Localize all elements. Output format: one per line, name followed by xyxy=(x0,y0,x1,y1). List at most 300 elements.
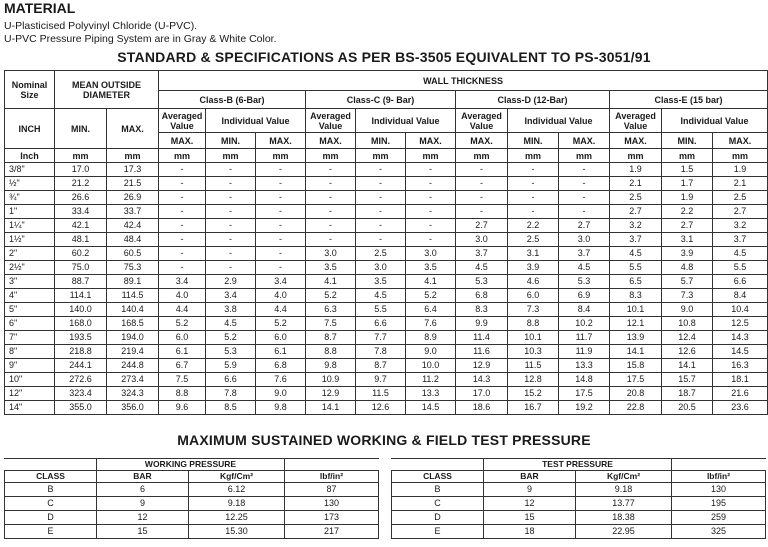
table-cell: 60.2 xyxy=(55,247,107,261)
table-cell: - xyxy=(406,205,456,219)
test-pressure-title: TEST PRESSURE xyxy=(484,459,672,471)
table-cell: 14.5 xyxy=(713,345,768,359)
table-cell: 12.9 xyxy=(306,387,356,401)
table-cell: - xyxy=(456,177,508,191)
table-cell: 4.0 xyxy=(159,289,206,303)
table-cell: 4.5 xyxy=(206,317,256,331)
table-cell: 13.9 xyxy=(610,331,662,345)
table-cell: - xyxy=(206,163,256,177)
table-cell: 1" xyxy=(5,205,55,219)
table-cell: 9.18 xyxy=(576,483,672,497)
table-cell: 2.1 xyxy=(610,177,662,191)
table-cell: 9.9 xyxy=(456,317,508,331)
table-cell: 21.6 xyxy=(713,387,768,401)
table-row xyxy=(5,317,768,331)
table-cell: 2.5 xyxy=(508,233,559,247)
table-cell: 13.77 xyxy=(576,497,672,511)
table-cell: - xyxy=(456,191,508,205)
header-max: MAX. xyxy=(559,133,610,149)
table-cell: 5.3 xyxy=(206,345,256,359)
table-cell: ¾" xyxy=(5,191,55,205)
unit-mm: mm xyxy=(256,149,306,163)
table-cell: 4.5 xyxy=(559,261,610,275)
table-cell: 4.5 xyxy=(610,247,662,261)
table-cell: - xyxy=(159,205,206,219)
table-cell: 5.5 xyxy=(610,261,662,275)
table-cell: 7.3 xyxy=(508,303,559,317)
col-class: CLASS xyxy=(392,471,484,483)
table-cell: 5.3 xyxy=(456,275,508,289)
table-cell: - xyxy=(159,247,206,261)
table-cell: - xyxy=(159,233,206,247)
unit-mm: mm xyxy=(508,149,559,163)
table-cell: 15.8 xyxy=(610,359,662,373)
col-bar: BAR xyxy=(484,471,576,483)
table-cell: 15 xyxy=(97,525,189,539)
table-cell: 11.4 xyxy=(456,331,508,345)
table-cell: 18 xyxy=(484,525,576,539)
table-cell: 5.7 xyxy=(662,275,713,289)
table-cell: 8.7 xyxy=(356,359,406,373)
col-lbf: lbf/in² xyxy=(285,471,379,483)
unit-mm: mm xyxy=(107,149,159,163)
unit-mm: mm xyxy=(610,149,662,163)
table-cell: 3.5 xyxy=(406,261,456,275)
col-kgf: Kgf/Cm² xyxy=(189,471,285,483)
table-cell: 8.7 xyxy=(306,331,356,345)
table-cell: 3.7 xyxy=(559,247,610,261)
table-cell: - xyxy=(306,177,356,191)
table-cell: - xyxy=(256,177,306,191)
table-cell: 21.2 xyxy=(55,177,107,191)
table-cell: 4" xyxy=(5,289,55,303)
table-cell: - xyxy=(159,261,206,275)
table-cell: 3.0 xyxy=(306,247,356,261)
table-cell: 4.5 xyxy=(713,247,768,261)
table-cell: 17.5 xyxy=(559,387,610,401)
table-cell: 10.0 xyxy=(406,359,456,373)
header-od-min: MIN. xyxy=(55,109,107,149)
material-description xyxy=(4,20,277,46)
table-cell: - xyxy=(559,191,610,205)
working-pressure-title: WORKING PRESSURE xyxy=(97,459,285,471)
table-cell: 1.9 xyxy=(713,163,768,177)
header-averaged-value: Averaged Value xyxy=(159,109,206,133)
table-cell: 6.4 xyxy=(406,303,456,317)
header-class-c: Class-C (9- Bar) xyxy=(306,91,456,109)
table-cell: 7.6 xyxy=(406,317,456,331)
table-cell: 219.4 xyxy=(107,345,159,359)
table-cell: 6 xyxy=(97,483,189,497)
header-individual-value: Individual Value xyxy=(206,109,306,133)
table-cell: 8.5 xyxy=(206,401,256,415)
table-cell: 8.3 xyxy=(610,289,662,303)
header-mean-od: MEAN OUTSIDE DIAMETER xyxy=(55,71,159,109)
table-cell: 88.7 xyxy=(55,275,107,289)
header-class-d: Class-D (12-Bar) xyxy=(456,91,610,109)
table-cell: 3.4 xyxy=(159,275,206,289)
header-od-max: MAX. xyxy=(107,109,159,149)
table-row xyxy=(5,511,379,525)
table-cell: - xyxy=(356,191,406,205)
table-cell: 9.18 xyxy=(189,497,285,511)
table-cell: 3.1 xyxy=(508,247,559,261)
working-pressure-body xyxy=(5,483,379,539)
table-cell: E xyxy=(5,525,97,539)
table-cell: 140.0 xyxy=(55,303,107,317)
table-cell: 12.8 xyxy=(508,373,559,387)
table-cell: - xyxy=(159,219,206,233)
header-individual-value: Individual Value xyxy=(508,109,610,133)
table-cell: 48.1 xyxy=(55,233,107,247)
table-cell: 7.7 xyxy=(356,331,406,345)
unit-mm: mm xyxy=(406,149,456,163)
table-cell: 6.5 xyxy=(610,275,662,289)
table-cell: - xyxy=(306,233,356,247)
table-cell: 10.4 xyxy=(713,303,768,317)
table-cell: 18.1 xyxy=(713,373,768,387)
table-cell: 7.5 xyxy=(159,373,206,387)
table-cell: 15.2 xyxy=(508,387,559,401)
table-cell: - xyxy=(206,219,256,233)
table-cell: - xyxy=(356,219,406,233)
table-cell: 10" xyxy=(5,373,55,387)
table-cell: - xyxy=(256,191,306,205)
table-cell: 87 xyxy=(285,483,379,497)
unit-mm: mm xyxy=(306,149,356,163)
table-row xyxy=(5,303,768,317)
header-class-e: Class-E (15 bar) xyxy=(610,91,768,109)
table-cell: D xyxy=(5,511,97,525)
table-cell: 6.3 xyxy=(306,303,356,317)
table-cell: - xyxy=(306,163,356,177)
table-cell: 8.8 xyxy=(306,345,356,359)
table-row xyxy=(392,483,766,497)
table-cell: 2.1 xyxy=(713,177,768,191)
table-cell: 2.2 xyxy=(508,219,559,233)
table-cell: 3/8" xyxy=(5,163,55,177)
table-cell: 11.7 xyxy=(559,331,610,345)
table-cell: 6.6 xyxy=(713,275,768,289)
table-cell: 12.6 xyxy=(356,401,406,415)
table-cell: 33.4 xyxy=(55,205,107,219)
table-cell: 15 xyxy=(484,511,576,525)
table-row xyxy=(5,247,768,261)
table-cell: 10.8 xyxy=(662,317,713,331)
table-cell: 22.8 xyxy=(610,401,662,415)
table-cell: 14.1 xyxy=(662,359,713,373)
table-row xyxy=(5,483,379,497)
spec-title: STANDARD & SPECIFICATIONS AS PER BS-3505 EQUIVALENT TO PS-3051/91 xyxy=(117,49,651,65)
header-max: MAX. xyxy=(306,133,356,149)
table-cell: 89.1 xyxy=(107,275,159,289)
header-min: MIN. xyxy=(508,133,559,149)
header-nominal-size: Nominal Size xyxy=(5,71,55,109)
table-cell: 9.0 xyxy=(662,303,713,317)
table-cell: B xyxy=(5,483,97,497)
header-max: MAX. xyxy=(406,133,456,149)
table-cell: 218.8 xyxy=(55,345,107,359)
table-cell: B xyxy=(392,483,484,497)
col-bar: BAR xyxy=(97,471,189,483)
header-max: MAX. xyxy=(159,133,206,149)
table-cell: 2" xyxy=(5,247,55,261)
table-cell: 10.3 xyxy=(508,345,559,359)
table-cell: - xyxy=(206,205,256,219)
table-cell: E xyxy=(392,525,484,539)
table-row xyxy=(5,233,768,247)
table-cell: - xyxy=(206,247,256,261)
table-cell: 8" xyxy=(5,345,55,359)
table-row xyxy=(5,275,768,289)
table-cell: 6.1 xyxy=(256,345,306,359)
table-cell: 5.2 xyxy=(206,331,256,345)
table-row xyxy=(5,205,768,219)
table-cell: - xyxy=(406,233,456,247)
table-cell: 14.3 xyxy=(713,331,768,345)
table-cell: 14.8 xyxy=(559,373,610,387)
table-cell: 12.9 xyxy=(456,359,508,373)
table-cell: 18.6 xyxy=(456,401,508,415)
col-class: CLASS xyxy=(5,471,97,483)
table-cell: 1.5 xyxy=(662,163,713,177)
table-cell: - xyxy=(456,163,508,177)
table-cell: - xyxy=(356,177,406,191)
table-cell: 173 xyxy=(285,511,379,525)
table-cell: 2½" xyxy=(5,261,55,275)
table-cell: 6.7 xyxy=(159,359,206,373)
unit-mm: mm xyxy=(713,149,768,163)
table-cell: - xyxy=(356,163,406,177)
table-row xyxy=(5,331,768,345)
table-cell: 323.4 xyxy=(55,387,107,401)
table-cell: C xyxy=(392,497,484,511)
table-cell: 3.8 xyxy=(206,303,256,317)
table-cell: 273.4 xyxy=(107,373,159,387)
table-cell: 9.6 xyxy=(159,401,206,415)
table-cell: 195 xyxy=(672,497,766,511)
table-cell: 10.9 xyxy=(306,373,356,387)
unit-mm: mm xyxy=(55,149,107,163)
table-cell: 5" xyxy=(5,303,55,317)
table-cell: 75.0 xyxy=(55,261,107,275)
table-cell: 4.4 xyxy=(256,303,306,317)
table-cell: 3.2 xyxy=(713,219,768,233)
table-cell: 2.7 xyxy=(559,219,610,233)
table-cell: 19.2 xyxy=(559,401,610,415)
table-row xyxy=(5,163,768,177)
header-inch: INCH xyxy=(5,109,55,149)
table-cell: 5.5 xyxy=(713,261,768,275)
table-cell: 8.8 xyxy=(159,387,206,401)
table-cell: 6.8 xyxy=(456,289,508,303)
table-cell: 3.7 xyxy=(610,233,662,247)
table-cell: 9.8 xyxy=(256,401,306,415)
table-cell: C xyxy=(5,497,97,511)
table-cell: 272.6 xyxy=(55,373,107,387)
table-cell: - xyxy=(559,205,610,219)
table-cell: - xyxy=(206,191,256,205)
table-cell: 3.4 xyxy=(206,289,256,303)
header-max: MAX. xyxy=(256,133,306,149)
table-cell: 17.5 xyxy=(610,373,662,387)
col-kgf: Kgf/Cm² xyxy=(576,471,672,483)
table-cell: 193.5 xyxy=(55,331,107,345)
table-cell: 2.2 xyxy=(662,205,713,219)
table-cell: 130 xyxy=(285,497,379,511)
table-cell: 12.25 xyxy=(189,511,285,525)
table-cell: 12 xyxy=(97,511,189,525)
table-cell: 259 xyxy=(672,511,766,525)
table-cell: 114.1 xyxy=(55,289,107,303)
table-row xyxy=(5,289,768,303)
table-cell: - xyxy=(256,163,306,177)
table-cell: ½" xyxy=(5,177,55,191)
table-cell: 15.7 xyxy=(662,373,713,387)
table-cell: 20.5 xyxy=(662,401,713,415)
table-cell: 4.6 xyxy=(508,275,559,289)
table-cell: 6.6 xyxy=(356,317,406,331)
table-cell: 3.7 xyxy=(456,247,508,261)
table-cell: 168.5 xyxy=(107,317,159,331)
table-cell: 6.1 xyxy=(159,345,206,359)
header-max: MAX. xyxy=(610,133,662,149)
table-cell: 14.3 xyxy=(456,373,508,387)
table-cell: 23.6 xyxy=(713,401,768,415)
table-row xyxy=(392,525,766,539)
table-cell: 4.1 xyxy=(406,275,456,289)
material-line: U-Plasticised Polyvinyl Chloride (U-PVC). xyxy=(4,20,198,32)
table-cell: 4.5 xyxy=(356,289,406,303)
table-cell: - xyxy=(356,205,406,219)
table-cell: 26.6 xyxy=(55,191,107,205)
table-cell: 7.8 xyxy=(206,387,256,401)
table-cell: 9 xyxy=(484,483,576,497)
table-cell: 4.8 xyxy=(662,261,713,275)
table-cell: 355.0 xyxy=(55,401,107,415)
table-cell: 2.7 xyxy=(662,219,713,233)
pressure-title: MAXIMUM SUSTAINED WORKING & FIELD TEST PRESSURE xyxy=(177,432,591,448)
table-cell: - xyxy=(256,219,306,233)
table-row xyxy=(392,511,766,525)
table-cell: 5.2 xyxy=(306,289,356,303)
table-cell: - xyxy=(159,177,206,191)
table-cell: 244.8 xyxy=(107,359,159,373)
table-cell: 8.3 xyxy=(456,303,508,317)
table-cell: - xyxy=(356,233,406,247)
table-cell: - xyxy=(306,219,356,233)
table-cell: 2.5 xyxy=(356,247,406,261)
table-cell: 4.5 xyxy=(456,261,508,275)
table-cell: 3.0 xyxy=(406,247,456,261)
table-cell: 2.5 xyxy=(610,191,662,205)
table-cell: 140.4 xyxy=(107,303,159,317)
table-cell: 42.1 xyxy=(55,219,107,233)
table-cell: 244.1 xyxy=(55,359,107,373)
table-cell: 6" xyxy=(5,317,55,331)
spec-table-body xyxy=(5,163,768,415)
table-cell: - xyxy=(508,163,559,177)
table-row xyxy=(5,261,768,275)
table-cell: 1.9 xyxy=(662,191,713,205)
table-row xyxy=(5,401,768,415)
table-cell: 168.0 xyxy=(55,317,107,331)
unit-mm: mm xyxy=(356,149,406,163)
table-cell: 217 xyxy=(285,525,379,539)
table-cell: - xyxy=(256,205,306,219)
table-cell: 6.8 xyxy=(256,359,306,373)
table-cell: 12" xyxy=(5,387,55,401)
table-cell: 5.2 xyxy=(256,317,306,331)
header-class-b: Class-B (6-Bar) xyxy=(159,91,306,109)
header-averaged-value: Averaged Value xyxy=(306,109,356,133)
table-cell: 13.3 xyxy=(559,359,610,373)
table-cell: 14.1 xyxy=(306,401,356,415)
table-cell: 16.7 xyxy=(508,401,559,415)
unit-mm: mm xyxy=(159,149,206,163)
table-cell: 12.1 xyxy=(610,317,662,331)
table-cell: 1.9 xyxy=(610,163,662,177)
table-cell: 6.0 xyxy=(508,289,559,303)
table-cell: 12.5 xyxy=(713,317,768,331)
table-cell: 9" xyxy=(5,359,55,373)
table-cell: - xyxy=(406,219,456,233)
table-cell: - xyxy=(456,205,508,219)
header-max: MAX. xyxy=(456,133,508,149)
table-cell: 10.1 xyxy=(508,331,559,345)
table-cell: 3.7 xyxy=(713,233,768,247)
table-cell: 8.9 xyxy=(406,331,456,345)
unit-mm: mm xyxy=(456,149,508,163)
table-cell: 2.5 xyxy=(713,191,768,205)
table-cell: 4.0 xyxy=(256,289,306,303)
table-cell: 33.7 xyxy=(107,205,159,219)
table-row xyxy=(5,497,379,511)
table-cell: 3.9 xyxy=(662,247,713,261)
table-cell: - xyxy=(159,163,206,177)
table-cell: 7" xyxy=(5,331,55,345)
table-cell: 21.5 xyxy=(107,177,159,191)
table-cell: 9.0 xyxy=(406,345,456,359)
material-line: U-PVC Pressure Piping System are in Gray & White Color. xyxy=(4,33,277,45)
table-cell: 5.9 xyxy=(206,359,256,373)
table-cell: - xyxy=(256,233,306,247)
table-cell: 48.4 xyxy=(107,233,159,247)
header-max: MAX. xyxy=(713,133,768,149)
table-row xyxy=(5,191,768,205)
table-cell: 16.3 xyxy=(713,359,768,373)
table-row xyxy=(392,497,766,511)
table-cell: 11.2 xyxy=(406,373,456,387)
table-cell: 12.4 xyxy=(662,331,713,345)
table-cell: - xyxy=(406,163,456,177)
table-cell: - xyxy=(206,177,256,191)
table-row xyxy=(5,359,768,373)
table-cell: 324.3 xyxy=(107,387,159,401)
table-cell: 5.2 xyxy=(406,289,456,303)
table-cell: 3.0 xyxy=(356,261,406,275)
table-cell: 7.3 xyxy=(662,289,713,303)
table-cell: - xyxy=(306,205,356,219)
table-cell: 5.2 xyxy=(159,317,206,331)
table-cell: 356.0 xyxy=(107,401,159,415)
table-cell: 130 xyxy=(672,483,766,497)
table-cell: 8.4 xyxy=(713,289,768,303)
table-cell: 11.6 xyxy=(456,345,508,359)
table-cell: 2.7 xyxy=(456,219,508,233)
table-cell: 1½" xyxy=(5,233,55,247)
table-cell: 3.9 xyxy=(508,261,559,275)
